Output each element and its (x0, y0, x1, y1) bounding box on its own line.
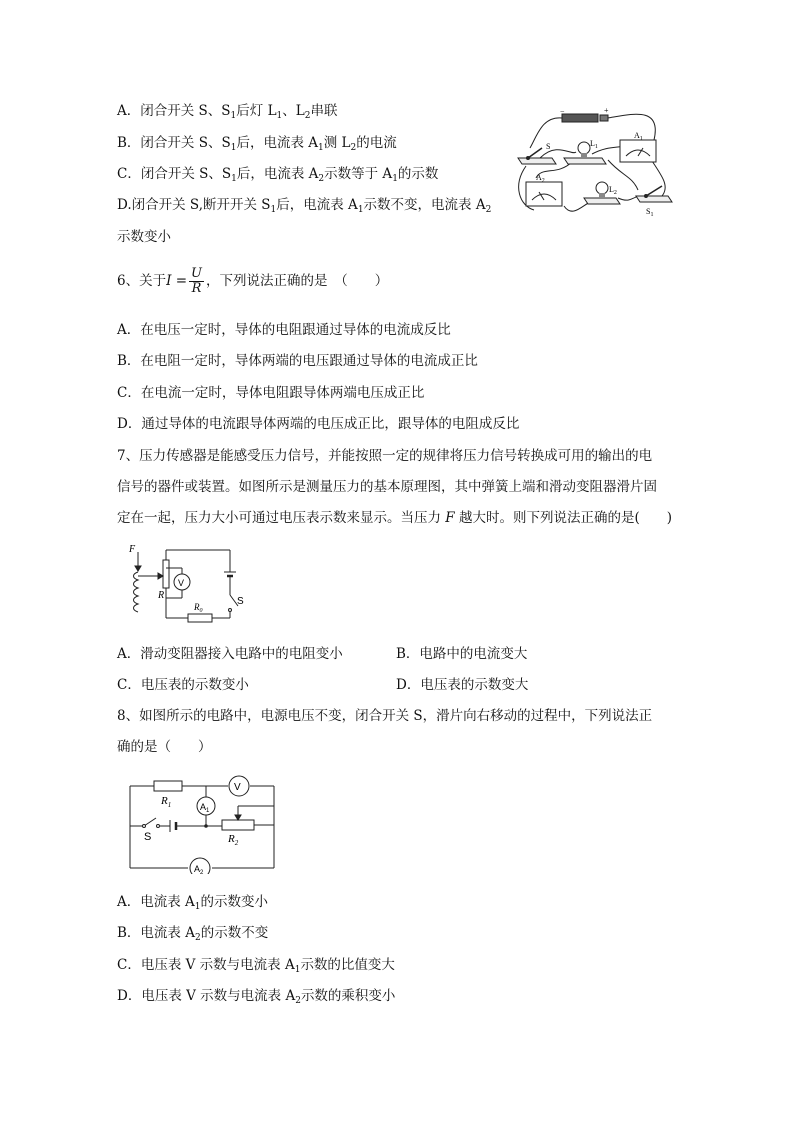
rheostat-r-icon (163, 560, 169, 588)
svg-text:S: S (144, 831, 152, 843)
svg-text:A1: $A_1$ (200, 802, 210, 814)
svg-text:V: V (234, 782, 241, 793)
svg-text:S: S (546, 142, 551, 151)
q7-option-d: D．电压表的示数变大 (396, 677, 529, 693)
resistor-r1-icon (154, 781, 182, 791)
q6-option-d: D．通过导体的电流跟导体两端的电压成正比，跟导体的电阻成反比 (117, 416, 520, 432)
svg-text:F: F (129, 544, 136, 555)
ammeter-a1-icon (620, 131, 656, 162)
rheostat-r2-icon (222, 820, 254, 830)
battery-icon (562, 114, 598, 122)
svg-text:V: V (178, 578, 185, 588)
q8-option-a: A．电流表 $A_1$的示数变小 (117, 894, 269, 912)
svg-text:−: − (560, 107, 565, 116)
q6-option-a: A．在电压一定时，导体的电阻跟通过导体的电流成反比 (117, 322, 451, 338)
spring-icon (134, 572, 139, 612)
svg-text:A2: $A_2$ (194, 864, 204, 874)
svg-text:S: S (237, 596, 244, 607)
svg-text:R2: $R_2$ (228, 833, 239, 847)
q7-option-c: C．电压表的示数变小 (117, 677, 249, 693)
q8-option-d: D．电压表 V 示数与电流表 $A_2$示数的乘积变小 (117, 988, 396, 1006)
q6-option-b: B．在电阻一定时，导体两端的电压跟通过导体的电流成正比 (117, 353, 478, 369)
ohm-law-fraction: $\frac{U}{R}$ (191, 266, 202, 296)
svg-text:A1: $A_1$ (634, 131, 643, 142)
svg-text:R0: $R_0$ (194, 602, 203, 614)
q7-circuit-figure (120, 540, 250, 626)
q5-option-a: A．闭合开关 S、$S_1$后灯 $L_1$、$L_2$串联 (117, 103, 338, 121)
q6-option-c: C．在电流一定时，导体电阻跟导体两端电压成正比 (117, 385, 425, 401)
svg-text:R1: $R_1$ (161, 795, 172, 809)
q7-option-a: A．滑动变阻器接入电路中的电阻变小 (117, 646, 343, 662)
q7-stem-line2: 信号的器件或装置。如图所示是测量压力的基本原理图，其中弹簧上端和滑动变阻器滑片固 (117, 479, 657, 495)
lamp-l2-icon (584, 182, 620, 204)
q7-stem-line1: 7、压力传感器是能感受压力信号，并能按照一定的规律将压力信号转换成可用的输出的电 (117, 448, 653, 464)
q6-stem: 6、关于I = $\frac{U}{R}$ ，下列说法正确的是 （ ） (117, 266, 389, 296)
q8-circuit-figure (124, 770, 280, 874)
svg-text:S1: $S_1$ (646, 207, 654, 218)
switch-s-icon (518, 142, 556, 164)
q5-option-b: B．闭合开关 S、$S_1$后，电流表 $A_1$测 $L_2$的电流 (117, 135, 397, 153)
svg-text:L1: $L_1$ (590, 139, 598, 150)
svg-text:A2: $A_2$ (536, 173, 545, 184)
q8-stem-line2: 确的是（ ） (117, 739, 212, 755)
q7-option-b: B．电路中的电流变大 (396, 646, 528, 662)
switch-s1-icon (636, 186, 672, 218)
resistor-r0-icon (188, 614, 212, 622)
svg-text:R: R (158, 590, 165, 601)
q5-circuit-figure (512, 106, 674, 222)
q5-option-d-cont: 示数变小 (117, 229, 171, 245)
q8-stem-line1: 8、如图所示的电路中，电源电压不变，闭合开关 S，滑片向右移动的过程中，下列说法正 (117, 708, 653, 724)
q5-option-c: C．闭合开关 S、$S_1$后，电流表 $A_2$示数等于 $A_1$的示数 (117, 166, 439, 184)
q7-stem-line3: 定在一起，压力大小可通过电压表示数来显示。当压力 F 越大时。则下列说法正确的是( ) (117, 510, 672, 526)
ammeter-a2-icon (526, 173, 562, 206)
svg-text:+: + (604, 106, 609, 115)
q8-option-c: C．电压表 V 示数与电流表 $A_1$示数的比值变大 (117, 957, 395, 975)
q8-option-b: B．电流表 $A_2$的示数不变 (117, 925, 269, 943)
svg-text:L2: $L_2$ (609, 185, 617, 196)
q5-option-d: D.闭合开关 S,断开开关 $S_1$后，电流表 $A_1$示数不变，电流表 $A_2$ (117, 197, 492, 215)
